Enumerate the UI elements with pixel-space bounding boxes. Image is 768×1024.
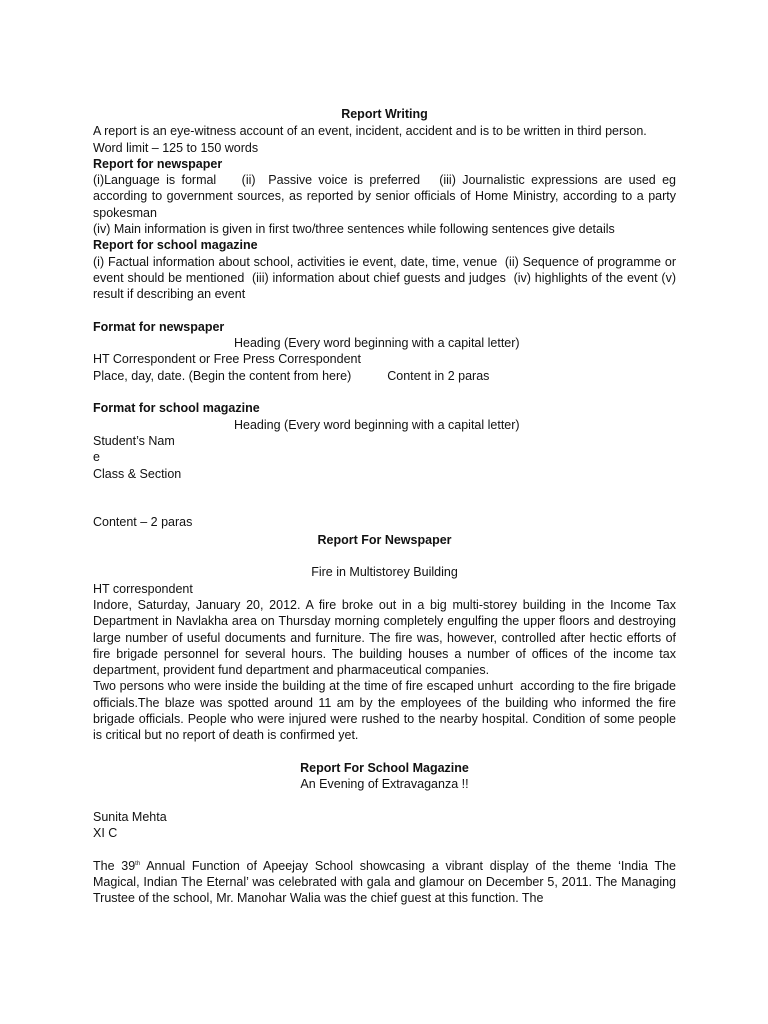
magazine-example-headline: An Evening of Extravaganza !! bbox=[300, 777, 469, 792]
newspaper-example-para2: Two persons who were inside the building at the time of fire escaped unhurt according to the fire brigade officials.The blaze was spotted around 11 am by the employees of the building who informed the fire brigade officials. People who were injured were rushed to the nearby hospital. Condition of some people is critical but no report of death is confirmed yet. bbox=[93, 679, 680, 743]
magazine-example-author: Sunita Mehta bbox=[93, 809, 167, 824]
page-title: Report Writing bbox=[341, 107, 428, 121]
magazine-example-title: Report For School Magazine bbox=[300, 760, 469, 775]
magazine-rule-points: (i) Factual information about school, activities ie event, date, time, venue (ii) Sequence of programme or event should be mentioned (iii) information about chief guests and judges (iv) highlights of the event (v) result if describing an event bbox=[93, 254, 680, 302]
document-page bbox=[93, 106, 680, 907]
paragraph-rest: Annual Function of Apeejay School showcasing a vibrant display of the theme ‘India The Magical, Indian The Eternal’ was celebrated with gala and glamour on December 5, 2011. The Managing Trustee of the school, Mr. Manohar Walia was the chief guest at this function. The bbox=[93, 858, 677, 906]
format-newspaper-heading: Format for newspaper bbox=[93, 319, 225, 334]
student-name-line: Student’s Nam bbox=[93, 433, 175, 448]
place-line-text: Place, day, date. (Begin the content from here) bbox=[93, 368, 352, 383]
format-newspaper-correspondent: HT Correspondent or Free Press Correspondent bbox=[93, 352, 361, 367]
content-in-paras-note: Content in 2 paras bbox=[387, 368, 490, 383]
magazine-example-class: XI C bbox=[93, 826, 118, 841]
newspaper-example-byline: HT correspondent bbox=[93, 581, 193, 596]
newspaper-rule-points: (i)Language is formal (ii) Passive voice is preferred (iii) Journalistic expressions are used eg according to government sources, as reported by senior officials of Home Ministry, according to a party spokesman bbox=[93, 173, 680, 220]
magazine-example-paragraph bbox=[93, 858, 676, 907]
format-newspaper-heading-line: Heading (Every word beginning with a capital letter) bbox=[234, 336, 520, 351]
format-magazine-content-note: Content – 2 paras bbox=[93, 515, 193, 530]
newspaper-example-para1: Indore, Saturday, January 20, 2012. A fire broke out in a big multi-storey building in the Income Tax Department in Navlakha area on Thursday morning completely engulfing the upper floors and destroying large number of useful documents and furniture. The fire was, however, controlled after hectic efforts of fire brigade personnel for several hours. The building houses a number of offices of the income tax department, provident fund department and pharmaceutical companies. bbox=[93, 597, 676, 678]
newspaper-example-title: Report For Newspaper bbox=[317, 532, 452, 547]
newspaper-rule-main-info: (iv) Main information is given in first two/three sentences while following sentences give details bbox=[93, 222, 615, 237]
paragraph-start: The 39 bbox=[93, 858, 136, 873]
format-magazine-heading-line: Heading (Every word beginning with a capital letter) bbox=[234, 417, 520, 432]
student-name-line-wrap: e bbox=[93, 450, 100, 465]
format-magazine-heading: Format for school magazine bbox=[93, 401, 260, 416]
magazine-rules-heading: Report for school magazine bbox=[93, 238, 258, 253]
newspaper-example-headline: Fire in Multistorey Building bbox=[311, 565, 458, 580]
intro-definition: A report is an eye-witness account of an event, incident, accident and is to be written in third person. bbox=[93, 124, 647, 139]
ordinal-suffix: th bbox=[135, 860, 141, 867]
newspaper-rules-heading: Report for newspaper bbox=[93, 156, 223, 171]
class-section-line: Class & Section bbox=[93, 466, 182, 481]
word-limit: Word limit – 125 to 150 words bbox=[93, 140, 259, 155]
format-newspaper-place-line bbox=[93, 368, 676, 384]
